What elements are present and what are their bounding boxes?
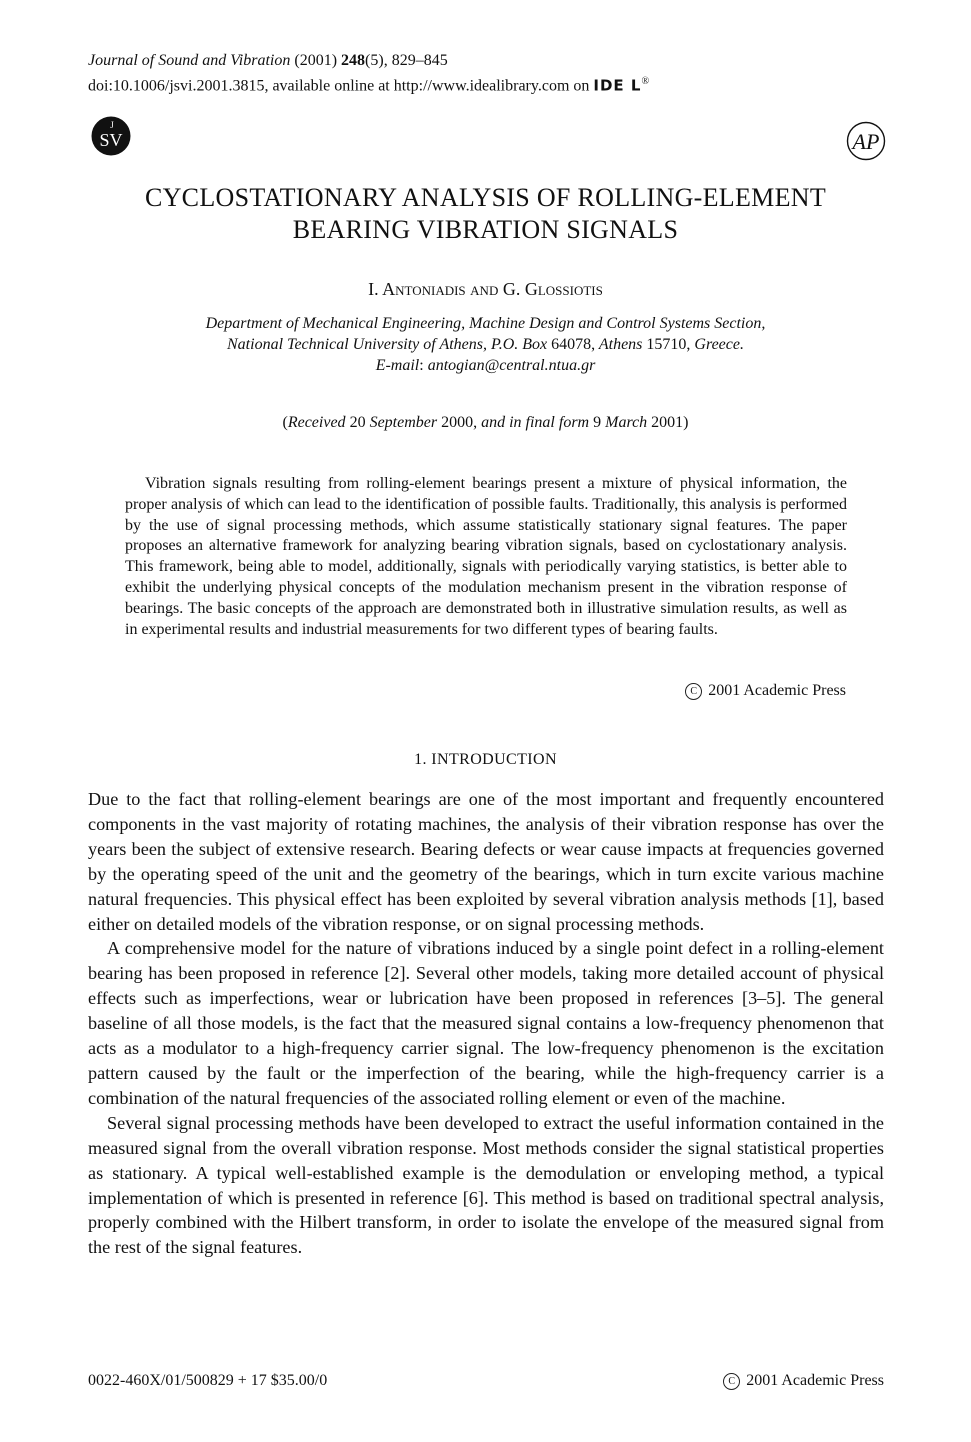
journal-year: (2001) — [294, 52, 338, 69]
journal-volume: 248 — [341, 52, 366, 69]
journal-name: Journal of Sound and Vibration — [88, 52, 291, 69]
final-form-label: and in final form — [481, 414, 590, 431]
ap-publisher-logo-icon — [846, 121, 886, 161]
section-heading: 1. INTRODUCTION — [414, 751, 557, 768]
abstract-copyright-text: 2001 Academic Press — [708, 682, 846, 699]
affiliation-line-2 — [0, 334, 971, 355]
abstract-text: Vibration signals resulting from rolling-element bearings present a mixture of physical information, the proper analysis of which can lead to the identification of possible faults. Traditionally, this analysis is performed by the use of signal processing methods, which assume statistically stationary signal features. The paper proposes an alternative framework for analyzing bearing vibration signals, based on cyclostationary analysis. This framework, being able to model, additionally, signals with periodically varying statistics, is better able to exhibit the underlying physical concepts of the modulation mechanism present in the vibration response of bearings. The basic concepts of the approach are demonstrated both in illustrative simulation results, as well as in experimental results and industrial measurements for two different types of bearing faults. — [125, 475, 847, 638]
author-conjunction: and — [470, 279, 499, 299]
body-paragraph: A comprehensive model for the nature of vibrations induced by a single point defect in a rolling-element bearing has been proposed in reference [2]. Several other models, taking more detailed account of physical effects such as imperfections, wear or lubrication have been proposed in references [3–5]. The general baseline of all those models, is the fact that the measured signal contains a low-frequency phenomenon that acts as a modulator to a high-frequency carrier signal. The low-frequency phenomenon is the excitation pattern caused by the fault or the imperfection of the bearing, while the high-frequency carrier is a combination of the natural frequencies of the associated rolling element or even of the machine. — [88, 938, 884, 1108]
affiliation-country: Greece. — [694, 336, 744, 353]
received-month: September — [369, 414, 438, 431]
final-year: 2001 — [651, 414, 684, 431]
sv-logo-letters: SV — [99, 130, 123, 150]
body-paragraph: Several signal processing methods have been developed to extract the useful information contained in the measured signal from the overall vibration response. Most methods consider the signal statistical properties as stationary. A typical well-established example is the demodulation or enveloping method, a typical implementation of which is presented in reference [6]. This method is based on traditional spectral analysis, properly combined with the Hilbert transform, in order to isolate the envelope of the measured signal from the rest of the signal features. — [88, 1112, 884, 1258]
copyright-icon: C — [685, 683, 702, 700]
final-day: 9 — [593, 414, 602, 431]
ideal-logo: IDE L — [593, 76, 642, 95]
received-day: 20 — [349, 414, 366, 431]
title-line-1: CYCLOSTATIONARY ANALYSIS OF ROLLING-ELEMENT — [144, 183, 827, 212]
affiliation-university: National Technical University of Athens, P.O. Box — [227, 336, 548, 353]
author-list — [0, 279, 971, 300]
body-text — [88, 787, 884, 1260]
abstract-copyright — [685, 682, 846, 700]
affiliation-city: Athens — [598, 336, 643, 353]
body-paragraph: Due to the fact that rolling-element bearings are one of the most important and frequently encountered components in the vast majority of rotating machines, the analysis of their vibration response has over the years been the subject of extensive research. Bearing defects or wear cause impacts at frequencies governed by the operating speed of the unit and the geometry of the bearings, which in turn excite various machine natural frequencies. This physical effect has been exploited by several vibration analysis methods [1], based either on detailed models of the vibration response, or on signal processing methods. — [88, 789, 884, 934]
footer-copyright-text: 2001 Academic Press — [746, 1372, 884, 1389]
final-month: March — [605, 414, 648, 431]
author-1: I. Antoniadis — [368, 279, 466, 299]
affiliation-email-line: E-mail: antogian@central.ntua.gr — [375, 357, 596, 374]
paper-title — [60, 182, 911, 246]
footer-copyright — [723, 1372, 884, 1390]
affiliation-postcode: 15710, — [646, 336, 691, 353]
doi-line-container — [88, 72, 649, 96]
issn-line: 0022-460X/01/500829 + 17 $35.00/0 — [88, 1372, 328, 1389]
received-label: Received — [287, 414, 346, 431]
copyright-icon: C — [723, 1373, 740, 1390]
sv-logo-top-letter: J — [110, 120, 114, 130]
author-2: G. Glossiotis — [502, 279, 603, 299]
sv-journal-logo-icon — [91, 116, 131, 156]
received-year: 2000, — [441, 414, 478, 431]
email-label: E-mail — [375, 357, 420, 374]
registered-mark: ® — [641, 76, 650, 87]
affiliation-line-1: Department of Mechanical Engineering, Machine Design and Control Systems Section, — [205, 315, 766, 332]
doi-line: doi:10.1006/jsvi.2001.3815, available online at http://www.idealibrary.com on — [88, 77, 590, 95]
journal-issue-pages: (5), 829–845 — [365, 52, 448, 69]
affiliation-box-number: 64078, — [551, 336, 596, 353]
journal-citation — [88, 51, 448, 71]
received-dates: (Received 20 September 2000, and in final form 9 March 2001) — [282, 414, 689, 431]
email-address[interactable]: antogian@central.ntua.gr — [427, 357, 596, 374]
ap-logo-letters: AP — [852, 129, 880, 154]
title-line-2: BEARING VIBRATION SIGNALS — [292, 215, 679, 244]
affiliation — [0, 313, 971, 376]
